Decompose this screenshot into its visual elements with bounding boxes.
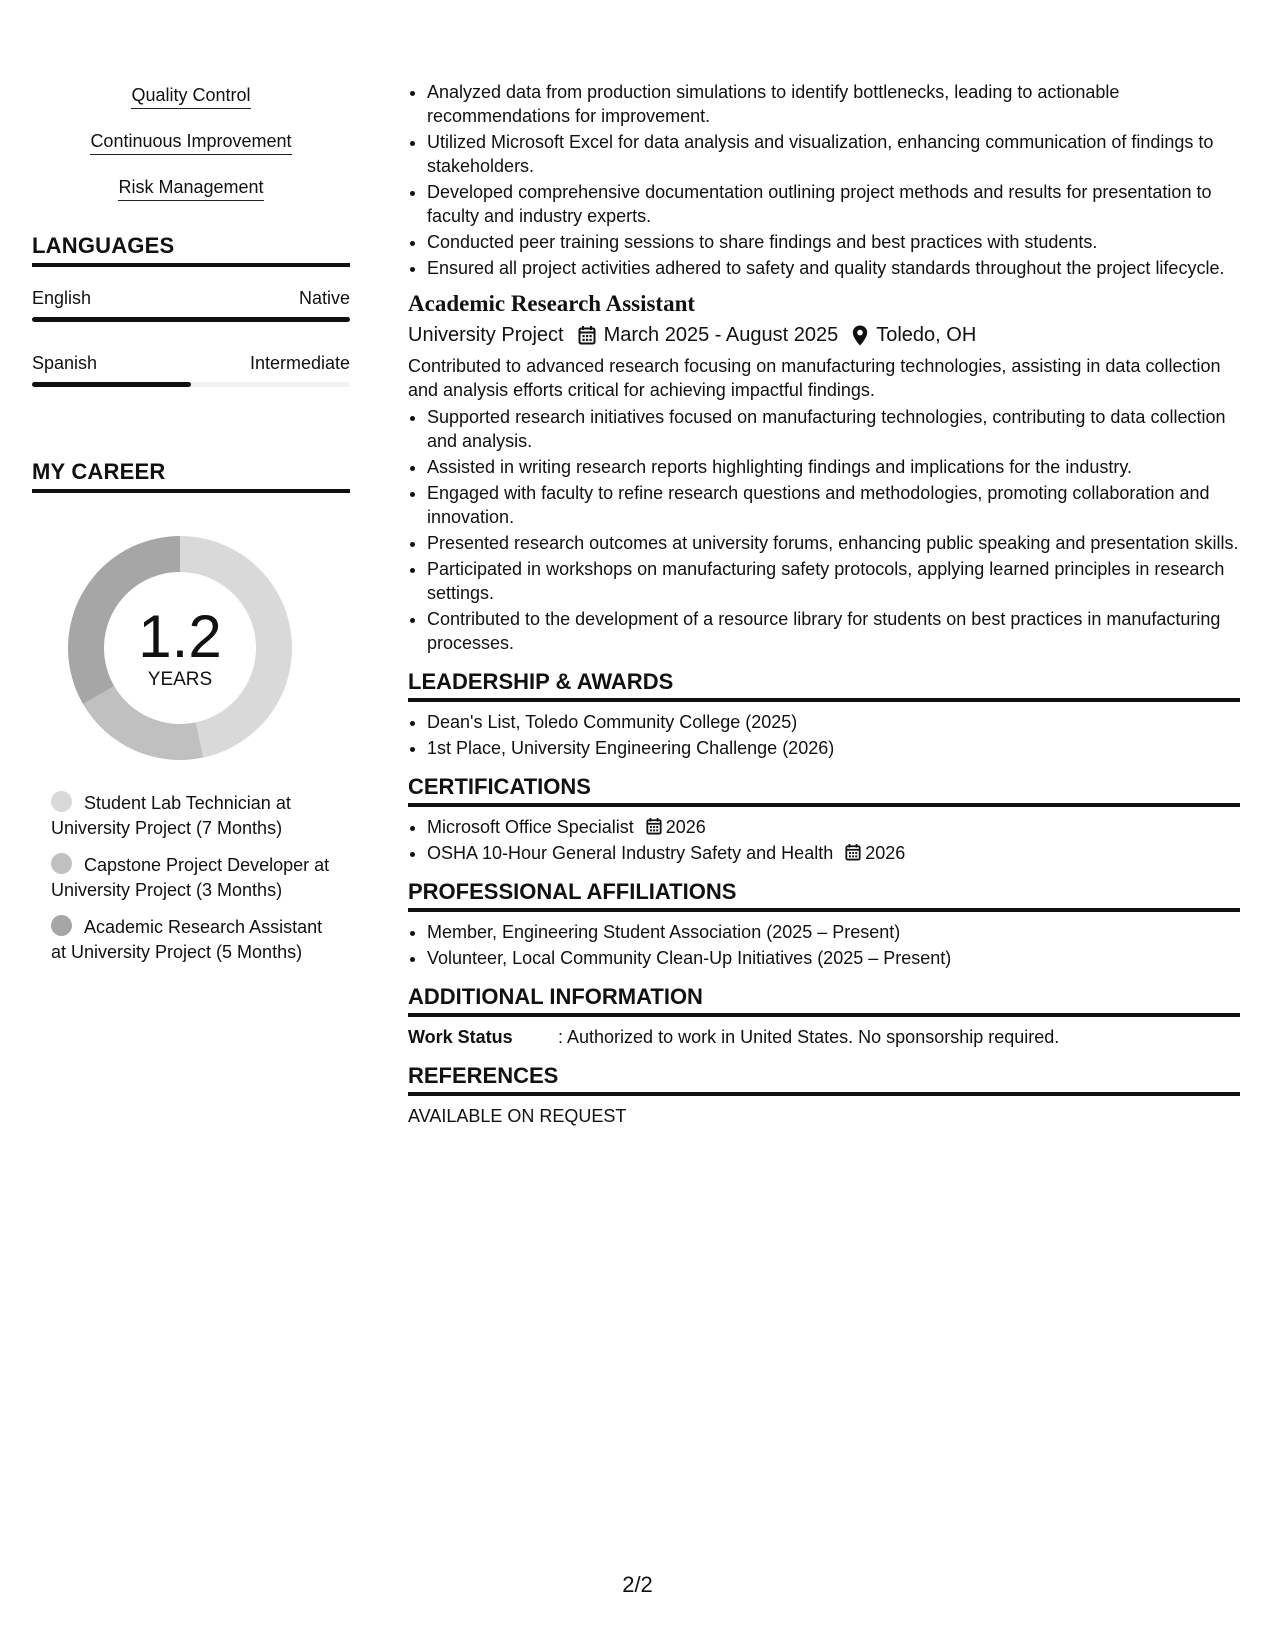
legend-dot bbox=[51, 853, 72, 874]
language-proficiency-bar bbox=[32, 317, 350, 322]
language-proficiency-fill bbox=[32, 317, 350, 322]
job-location: Toledo, OH bbox=[876, 324, 977, 346]
list-item: • Member, Engineering Student Association (2025 – Present) bbox=[427, 920, 1240, 944]
skill-item: Risk Management bbox=[32, 176, 350, 201]
job-company: University Project bbox=[408, 324, 564, 346]
list-item: • Presented research outcomes at university forums, enhancing public speaking and presentation skills. bbox=[427, 531, 1240, 555]
language-name: English bbox=[32, 288, 92, 308]
list-item: • Participated in workshops on manufacturing safety protocols, applying learned principles in research settings. bbox=[427, 557, 1240, 605]
certification-name: Microsoft Office Specialist bbox=[427, 817, 634, 837]
list-item: • Engaged with faculty to refine research questions and methodologies, promoting collaboration and innovation. bbox=[427, 481, 1240, 529]
list-item: • Utilized Microsoft Excel for data analysis and visualization, enhancing communication of findings to stakeholders. bbox=[427, 130, 1240, 178]
certification-item bbox=[427, 841, 1240, 865]
list-item: • Dean's List, Toledo Community College (2025) bbox=[427, 710, 1240, 734]
list-item: • Ensured all project activities adhered to safety and quality standards throughout the project lifecycle. bbox=[427, 256, 1240, 280]
list-item: • Analyzed data from production simulations to identify bottlenecks, leading to actionable recommendations for improvement. bbox=[427, 80, 1240, 128]
career-total: 1.2 bbox=[138, 603, 222, 670]
calendar-icon bbox=[578, 325, 596, 345]
list-item: • Developed comprehensive documentation outlining project methods and results for presentation to faculty and industry experts. bbox=[427, 180, 1240, 228]
references-heading: REFERENCES bbox=[408, 1063, 1240, 1096]
certifications-list bbox=[408, 815, 1240, 865]
location-pin-icon bbox=[852, 325, 868, 346]
page-number: 2/2 bbox=[622, 1572, 653, 1597]
certification-year: 2026 bbox=[865, 843, 906, 863]
skills-list bbox=[32, 84, 350, 201]
job-summary: Contributed to advanced research focusing on manufacturing technologies, assisting in data collection and analysis efforts critical for achieving impactful findings. bbox=[408, 356, 1221, 400]
work-status-label: Work Status bbox=[408, 1027, 513, 1047]
language-level: Intermediate bbox=[249, 353, 350, 373]
skill-item: Continuous Improvement bbox=[32, 130, 350, 155]
work-status-value: : Authorized to work in United States. No sponsorship required. bbox=[558, 1027, 1060, 1047]
language-proficiency-bar bbox=[32, 382, 350, 387]
list-item: • 1st Place, University Engineering Challenge (2026) bbox=[427, 736, 1240, 760]
career-legend-item: Academic Research Assistant at University Project (5 Months) bbox=[51, 917, 323, 962]
languages-heading: LANGUAGES bbox=[32, 233, 350, 267]
left-column bbox=[32, 84, 350, 977]
right-column bbox=[408, 80, 1240, 1128]
affiliations-list bbox=[408, 920, 1240, 970]
career-legend-item: Student Lab Technician at University Project (7 Months) bbox=[51, 793, 291, 838]
certifications-heading: CERTIFICATIONS bbox=[408, 774, 1240, 807]
work-status-row bbox=[408, 1025, 1240, 1049]
leadership-list bbox=[408, 710, 1240, 760]
language-level: Native bbox=[298, 288, 350, 308]
legend-dot bbox=[51, 791, 72, 812]
language-name: Spanish bbox=[32, 353, 98, 373]
job-meta bbox=[408, 321, 1240, 349]
list-item: • Assisted in writing research reports highlighting findings and implications for the industry. bbox=[427, 455, 1240, 479]
job-dates: March 2025 - August 2025 bbox=[603, 324, 839, 346]
language-item bbox=[32, 352, 350, 387]
additional-info-heading: ADDITIONAL INFORMATION bbox=[408, 984, 1240, 1017]
certification-year: 2026 bbox=[665, 817, 706, 837]
language-proficiency-fill bbox=[32, 382, 191, 387]
list-item: • Volunteer, Local Community Clean-Up Initiatives (2025 – Present) bbox=[427, 946, 1240, 970]
career-legend bbox=[51, 791, 341, 965]
languages-list bbox=[32, 287, 350, 387]
legend-dot bbox=[51, 915, 72, 936]
previous-job-bullets bbox=[408, 80, 1240, 280]
affiliations-heading: PROFESSIONAL AFFILIATIONS bbox=[408, 879, 1240, 912]
list-item: • Conducted peer training sessions to share findings and best practices with students. bbox=[427, 230, 1240, 254]
leadership-heading: LEADERSHIP & AWARDS bbox=[408, 669, 1240, 702]
certification-name: OSHA 10-Hour General Industry Safety and Health bbox=[427, 843, 834, 863]
career-donut-chart bbox=[65, 533, 295, 763]
calendar-icon bbox=[646, 817, 662, 835]
career-unit: YEARS bbox=[147, 669, 213, 690]
career-heading: MY CAREER bbox=[32, 459, 350, 493]
skill-item: Quality Control bbox=[32, 84, 350, 109]
language-item bbox=[32, 287, 350, 322]
job-bullets bbox=[408, 405, 1240, 655]
list-item: • Supported research initiatives focused on manufacturing technologies, contributing to data collection and analysis. bbox=[427, 405, 1240, 453]
references-text: AVAILABLE ON REQUEST bbox=[408, 1106, 627, 1126]
calendar-icon bbox=[845, 843, 861, 861]
list-item: • Contributed to the development of a resource library for students on best practices in manufacturing processes. bbox=[427, 607, 1240, 655]
certification-item bbox=[427, 815, 1240, 839]
job-title: Academic Research Assistant bbox=[408, 291, 696, 316]
career-legend-item: Capstone Project Developer at University Project (3 Months) bbox=[51, 855, 330, 900]
